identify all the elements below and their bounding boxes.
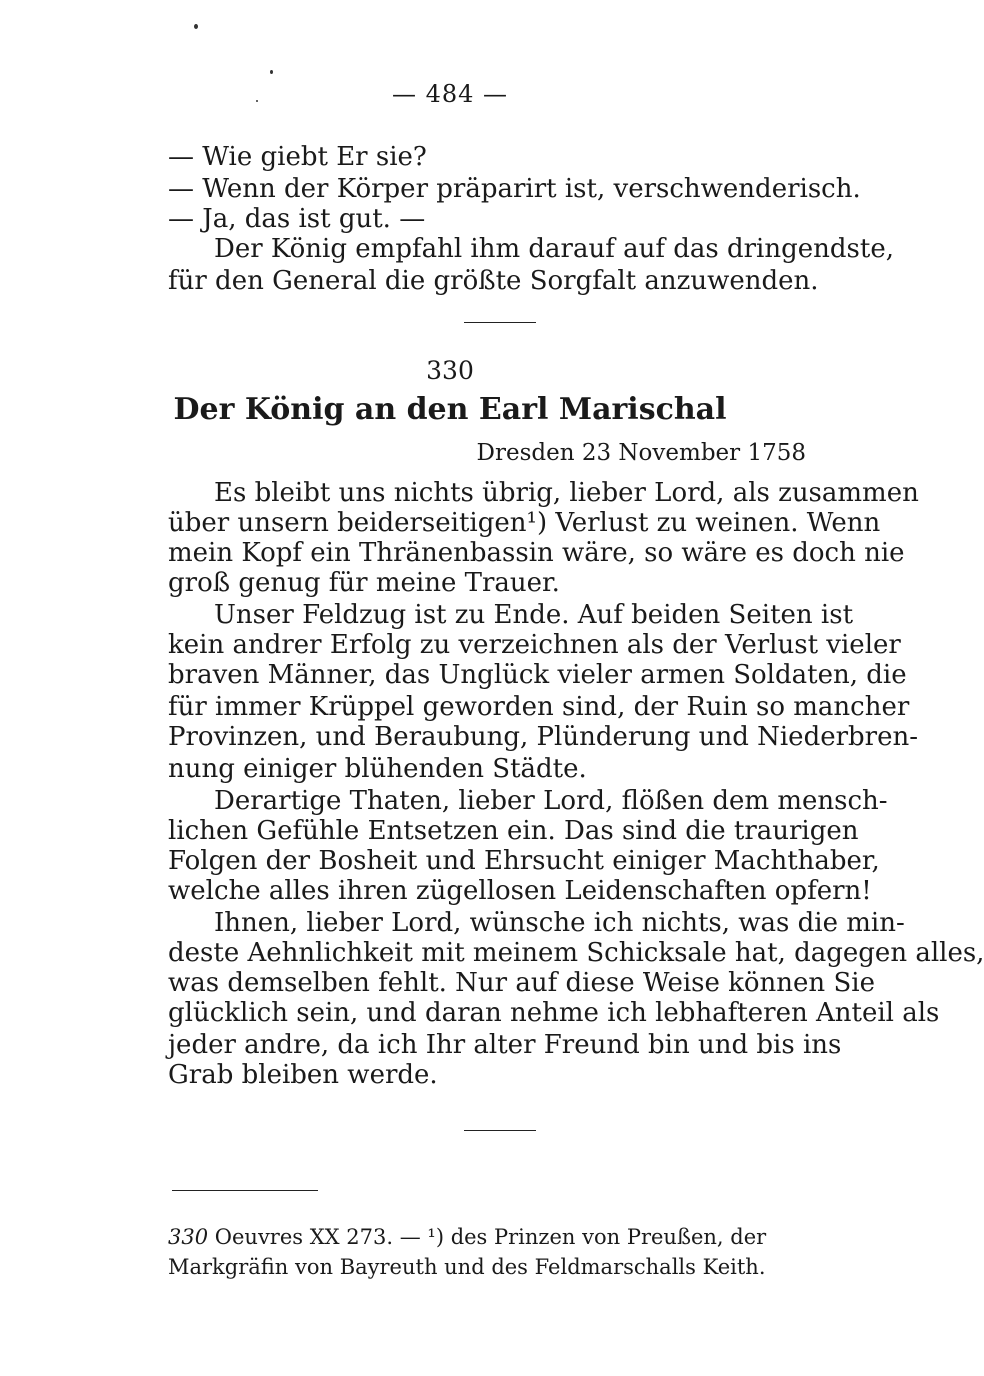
footnote-line: Markgräfin von Bayreuth und des Feldmarschalls Keith. <box>168 1255 766 1279</box>
opening-line: für den General die größte Sorgfalt anzuwenden. <box>168 266 819 296</box>
letter-line: Grab bleiben werde. <box>168 1060 438 1090</box>
letter-title: Der König an den Earl Marischal <box>173 392 727 427</box>
letter-date: Dresden 23 November 1758 <box>476 440 806 466</box>
letter-line: mein Kopf ein Thränenbassin wäre, so wäre es doch nie <box>168 538 905 568</box>
letter-line: glücklich sein, und daran nehme ich lebhafteren Anteil als <box>168 998 940 1028</box>
opening-line: — Wie giebt Er sie? <box>168 142 427 172</box>
footnote-line <box>168 1222 832 1252</box>
letter-line: Ihnen, lieber Lord, wünsche ich nichts, was die min- <box>214 908 905 938</box>
letter-line: braven Männer, das Unglück vieler armen Soldaten, die <box>168 660 907 690</box>
letter-line: Unser Feldzug ist zu Ende. Auf beiden Seiten ist <box>214 600 854 630</box>
footnote-rule <box>172 1190 318 1191</box>
opening-line: — Wenn der Körper präparirt ist, verschwenderisch. <box>168 174 861 204</box>
letter-line: für immer Krüppel geworden sind, der Ruin so mancher <box>168 692 910 722</box>
letter-line: Derartige Thaten, lieber Lord, flößen dem mensch- <box>214 786 888 816</box>
footnote-text: Oeuvres XX 273. — ¹) des Prinzen von Preußen, der <box>208 1225 767 1249</box>
letter-line: welche alles ihren zügellosen Leidenschaften opfern! <box>168 876 872 906</box>
footnote-letter-ref: 330 <box>168 1225 209 1249</box>
letter-line: über unsern beiderseitigen¹) Verlust zu weinen. Wenn <box>168 508 881 538</box>
letter-line: was demselben fehlt. Nur auf diese Weise können Sie <box>168 968 875 998</box>
section-divider <box>464 1130 536 1131</box>
scan-speck <box>194 24 198 29</box>
opening-line: — Ja, das ist gut. — <box>168 204 426 234</box>
letter-line: jeder andre, da ich Ihr alter Freund bin und bis ins <box>168 1030 842 1060</box>
letter-number: 330 <box>426 356 474 385</box>
page-number: — 484 — <box>391 80 509 108</box>
letter-line: nung einiger blühenden Städte. <box>168 754 587 784</box>
letter-line: Provinzen, und Beraubung, Plünderung und Niederbren- <box>168 722 919 752</box>
letter-line: Es bleibt uns nichts übrig, lieber Lord, als zusammen <box>214 478 919 508</box>
letter-line: lichen Gefühle Entsetzen ein. Das sind die traurigen <box>168 816 859 846</box>
section-divider <box>464 322 536 323</box>
letter-line: deste Aehnlichkeit mit meinem Schicksale hat, dagegen alles, <box>168 938 984 968</box>
opening-line: Der König empfahl ihm darauf auf das dringendste, <box>214 234 894 264</box>
letter-line: Folgen der Bosheit und Ehrsucht einiger Machthaber, <box>168 846 880 876</box>
letter-line: groß genug für meine Trauer. <box>168 568 560 598</box>
letter-line: kein andrer Erfolg zu verzeichnen als der Verlust vieler <box>168 630 901 660</box>
scan-speck <box>270 70 273 74</box>
